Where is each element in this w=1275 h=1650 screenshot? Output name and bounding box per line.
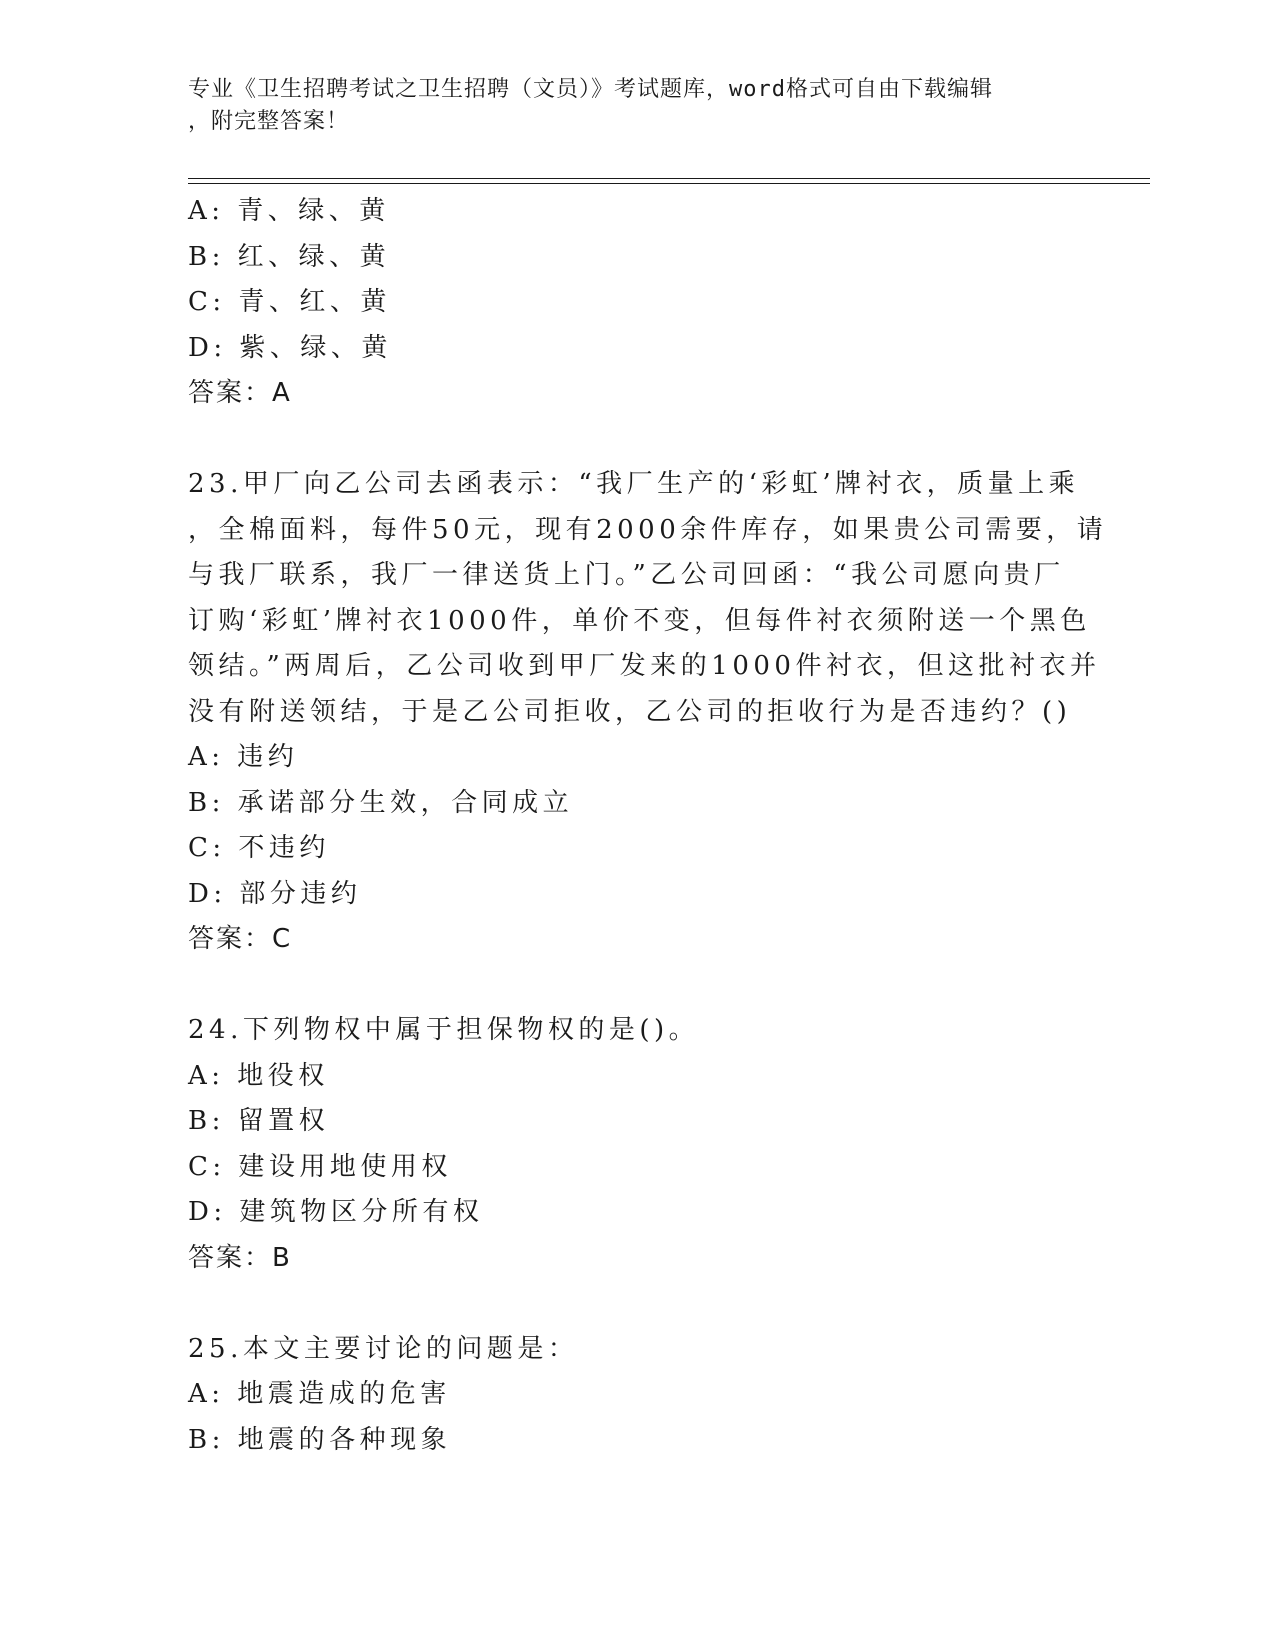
option-c: C: 不违约 <box>188 833 330 863</box>
option-b: B: 留置权 <box>188 1106 330 1136</box>
question-23 <box>188 462 1108 963</box>
option-a: A: 地役权 <box>188 1060 329 1091</box>
question-stem-line: 领结。”两周后，乙公司收到甲厂发来的1000件衬衣，但这批衬衣并 <box>188 651 1101 681</box>
question-stem-line: ，全棉面料，每件50元，现有2000余件库存，如果贵公司需要，请 <box>188 514 1108 545</box>
question-stem-line: 没有附送领结，于是乙公司拒收，乙公司的拒收行为是否违约？() <box>188 696 1072 727</box>
answer-line: 答案：B <box>188 1242 292 1273</box>
question-stem: 24.下列物权中属于担保物权的是()。 <box>188 1015 700 1045</box>
option-b: B: 红、绿、黄 <box>188 241 391 272</box>
question-list <box>188 189 1108 1463</box>
question-25 <box>188 1327 1088 1464</box>
question-24 <box>188 1008 1088 1281</box>
question-stem-line: 订购‘彩虹’牌衬衣1000件，单价不变，但每件衬衣须附送一个黑色 <box>188 605 1091 636</box>
page-header <box>188 74 1088 138</box>
question-stem: 25.本文主要讨论的问题是： <box>188 1333 579 1364</box>
answer-line: 答案：C <box>188 924 293 954</box>
option-b: B: 承诺部分生效，合同成立 <box>188 787 574 818</box>
option-a: A: 青、绿、黄 <box>188 196 390 226</box>
header-line-1: 专业《卫生招聘考试之卫生招聘（文员）》考试题库，word格式可自由下载编辑 <box>188 77 993 102</box>
option-d: D: 紫、绿、黄 <box>188 332 392 363</box>
question-22 <box>188 189 1088 417</box>
header-line-2: ，附完整答案！ <box>188 109 350 134</box>
option-a: A: 违约 <box>188 742 299 772</box>
question-stem-line: 与我厂联系，我厂一律送货上门。”乙公司回函：“我公司愿向贵厂 <box>188 560 1065 590</box>
spacer <box>188 417 1088 463</box>
answer-line: 答案：A <box>188 378 292 408</box>
header-divider <box>188 178 1150 184</box>
option-c: C: 建设用地使用权 <box>188 1151 452 1182</box>
option-c: C: 青、红、黄 <box>188 287 391 317</box>
spacer <box>188 1281 1088 1327</box>
option-b: B: 地震的各种现象 <box>188 1424 452 1455</box>
question-stem-line: 23.甲厂向乙公司去函表示：“我厂生产的‘彩虹’牌衬衣，质量上乘 <box>188 469 1080 499</box>
option-a: A: 地震造成的危害 <box>188 1379 451 1409</box>
spacer <box>188 963 1088 1009</box>
option-d: D: 部分违约 <box>188 878 362 909</box>
option-d: D: 建筑物区分所有权 <box>188 1197 484 1227</box>
